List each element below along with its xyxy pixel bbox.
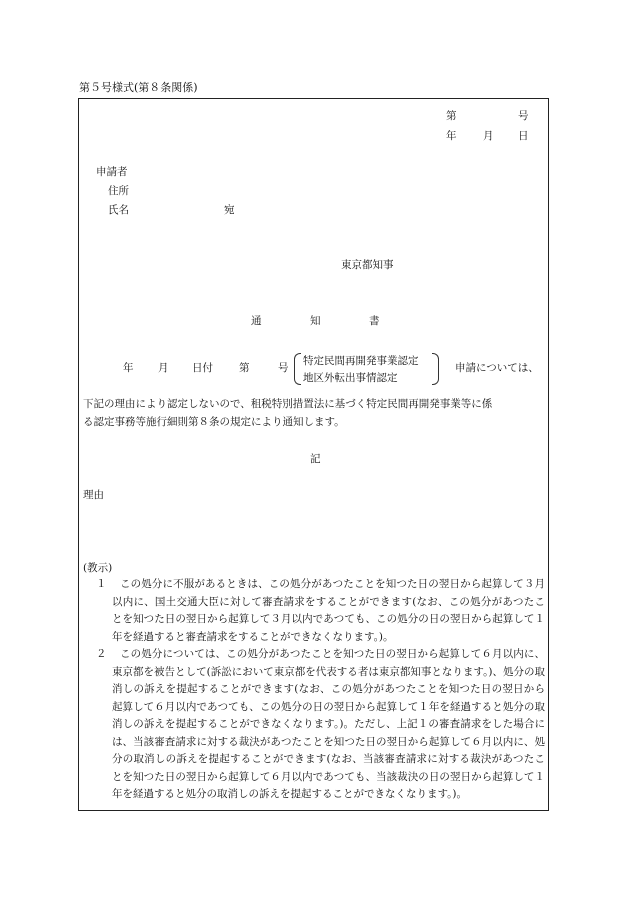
- addressee-suffix: 宛: [224, 204, 235, 216]
- body-text-line-1: 下記の理由により認定しないので、租税特別措置法に基づく特定民間再開発事業等に係: [83, 398, 493, 410]
- doc-number-suffix: 号: [518, 110, 529, 122]
- instruction-2-number: ２: [96, 648, 107, 660]
- instruction-1-number: １: [96, 578, 107, 590]
- line-month: 月: [158, 362, 169, 374]
- reason-label: 理由: [83, 489, 104, 501]
- title-char-1: 通: [251, 315, 262, 327]
- date-year: 年: [446, 130, 457, 142]
- line-number-suffix: 号: [278, 362, 289, 374]
- brace-right: [432, 353, 439, 385]
- line-number-prefix: 第: [239, 362, 250, 374]
- line-year: 年: [123, 362, 134, 374]
- cert-option-1: 特定民間再開発事業認定: [303, 355, 419, 367]
- body-text-line-2: る認定事務等施行細則第８条の規定により通知します。: [83, 416, 345, 428]
- instruction-1-text: この処分に不服があるときは、この処分があつたことを知つた日の翌日から起算して３月以内に、国土交通大臣に対して審査請求をすることができます(なお、この処分があつたことを知つた日の翌日から起算して３月以内であつても、この処分の日の翌日から起算して１年を経過すると審査請求をすることができなくなります。)。: [112, 578, 545, 643]
- issuer: 東京都知事: [341, 259, 394, 271]
- line-day-dated: 日付: [192, 362, 213, 374]
- title-char-3: 書: [369, 315, 380, 327]
- instructions-title: (教示): [83, 562, 113, 574]
- date-month: 月: [483, 130, 494, 142]
- brace-left: [294, 353, 301, 385]
- title-char-2: 知: [310, 315, 321, 327]
- date-day: 日: [518, 130, 529, 142]
- name-label: 氏名: [108, 204, 129, 216]
- cert-option-2: 地区外転出事情認定: [303, 372, 398, 384]
- applicant-label: 申請者: [96, 166, 128, 178]
- instruction-2-text: この処分については、この処分があつたことを知つた日の翌日から起算して６月以内に、東京都を被告として(訴訟において東京都を代表する者は東京都知事となります。)、処分の取消しの訴えを提起することができます(なお、この処分があつたことを知つた日の翌日から起算して６月以内であつても、この処分の日の翌日から起算して１年を経過すると処分の取消しの訴えを提起することができなくなります。)。ただし、上記１の審査請求をした場合には、当該審査請求に対する裁決があつたことを知つた日の翌日から起算して６月以内に、処分の取消しの訴えを提起することができます(なお、当該審査請求に対する裁決があつたことを知つた日の翌日から起算して６月以内であつても、当該裁決の日の翌日から起算して１年を経過すると処分の取消しの訴えを提起することができなくなります。)。: [112, 648, 545, 800]
- doc-number-prefix: 第: [446, 110, 457, 122]
- ki-heading: 記: [310, 453, 321, 465]
- application-suffix: 申請については、: [455, 362, 539, 374]
- form-number: 第５号様式(第８条関係): [79, 81, 198, 94]
- address-label: 住所: [108, 185, 129, 197]
